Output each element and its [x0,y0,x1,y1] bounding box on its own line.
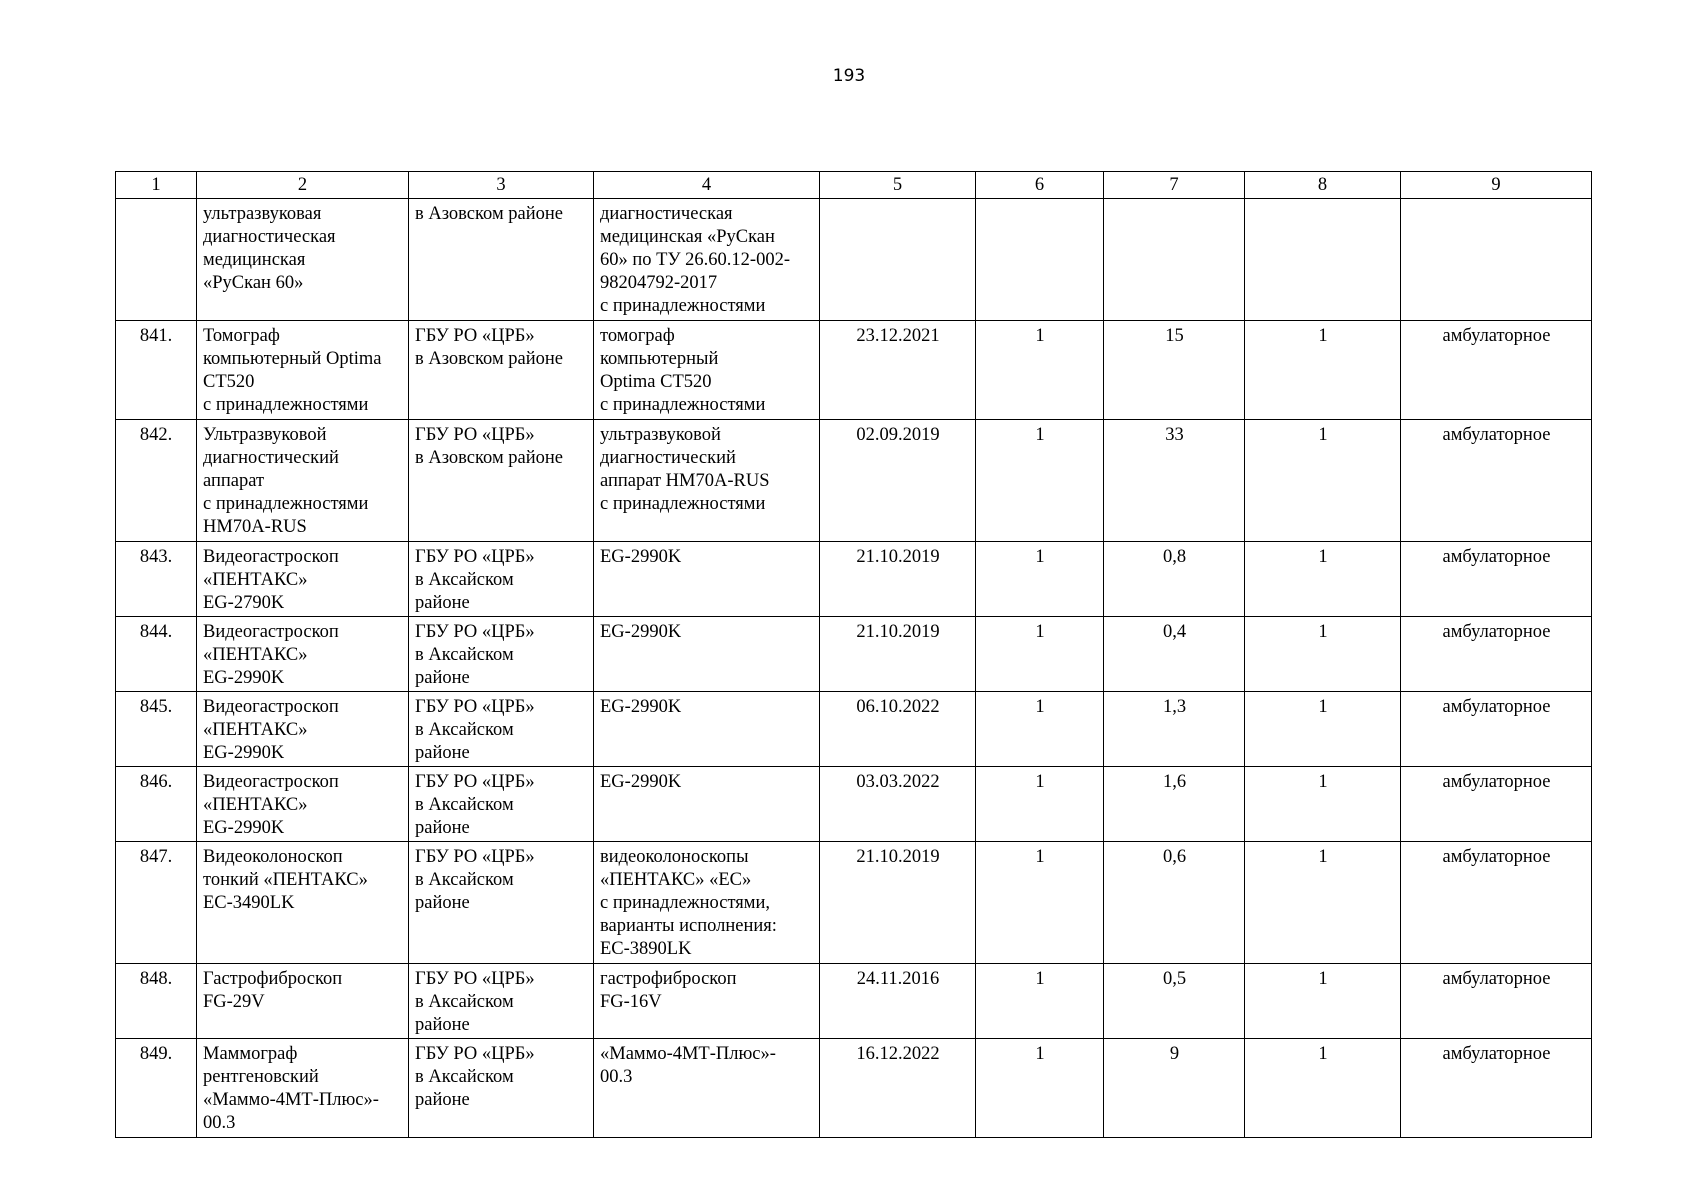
row-number-cell: 842. [116,420,197,542]
equipment-name-cell: Видеогастроскоп «ПЕНТАКС» EG-2990K [197,767,409,842]
column-7-cell: 0,4 [1104,617,1245,692]
model-cell: видеоколоноскопы «ПЕНТАКС» «EC» с принадлежностями, варианты исполнения: EC-3890LK [594,842,820,964]
model-cell: EG-2990K [594,692,820,767]
model-cell: «Маммо-4МТ-Плюс»- 00.3 [594,1039,820,1138]
equipment-name-cell: Видеоколоноскоп тонкий «ПЕНТАКС» EC-3490LK [197,842,409,964]
row-number-cell: 843. [116,542,197,617]
column-7-cell [1104,199,1245,321]
model-cell: EG-2990K [594,542,820,617]
column-7-cell: 15 [1104,321,1245,420]
table-row [116,321,1592,420]
column-8-cell: 1 [1245,617,1401,692]
table-row [116,842,1592,964]
equipment-name-cell: Видеогастроскоп «ПЕНТАКС» EG-2790K [197,542,409,617]
header-cell-7: 7 [1104,172,1245,199]
equipment-name-cell: Видеогастроскоп «ПЕНТАКС» EG-2990K [197,617,409,692]
date-cell: 23.12.2021 [820,321,976,420]
column-9-cell: амбулаторное [1401,842,1592,964]
table-row [116,542,1592,617]
date-cell: 03.03.2022 [820,767,976,842]
column-8-cell: 1 [1245,542,1401,617]
organization-cell: ГБУ РО «ЦРБ» в Аксайском районе [409,964,594,1039]
row-number-cell: 841. [116,321,197,420]
organization-cell: ГБУ РО «ЦРБ» в Аксайском районе [409,692,594,767]
table-row [116,692,1592,767]
column-9-cell: амбулаторное [1401,1039,1592,1138]
table-row [116,199,1592,321]
table-row [116,964,1592,1039]
organization-cell: ГБУ РО «ЦРБ» в Аксайском районе [409,617,594,692]
table-row [116,420,1592,542]
date-cell: 24.11.2016 [820,964,976,1039]
row-number-cell: 848. [116,964,197,1039]
date-cell: 21.10.2019 [820,842,976,964]
column-8-cell: 1 [1245,964,1401,1039]
organization-cell: ГБУ РО «ЦРБ» в Азовском районе [409,321,594,420]
column-9-cell: амбулаторное [1401,420,1592,542]
column-8-cell: 1 [1245,420,1401,542]
row-number-cell: 846. [116,767,197,842]
date-cell: 21.10.2019 [820,617,976,692]
header-cell-2: 2 [197,172,409,199]
column-9-cell: амбулаторное [1401,692,1592,767]
date-cell: 21.10.2019 [820,542,976,617]
column-6-cell [976,199,1104,321]
column-8-cell: 1 [1245,1039,1401,1138]
date-cell: 16.12.2022 [820,1039,976,1138]
date-cell [820,199,976,321]
equipment-name-cell: Видеогастроскоп «ПЕНТАКС» EG-2990K [197,692,409,767]
column-9-cell: амбулаторное [1401,542,1592,617]
column-6-cell: 1 [976,692,1104,767]
model-cell: гастрофиброскоп FG-16V [594,964,820,1039]
column-9-cell: амбулаторное [1401,767,1592,842]
column-7-cell: 33 [1104,420,1245,542]
column-6-cell: 1 [976,617,1104,692]
table-row [116,767,1592,842]
header-cell-3: 3 [409,172,594,199]
column-7-cell: 1,6 [1104,767,1245,842]
column-7-cell: 0,5 [1104,964,1245,1039]
row-number-cell: 845. [116,692,197,767]
column-6-cell: 1 [976,964,1104,1039]
column-6-cell: 1 [976,321,1104,420]
column-9-cell [1401,199,1592,321]
equipment-table [115,171,1592,1138]
organization-cell: ГБУ РО «ЦРБ» в Аксайском районе [409,842,594,964]
header-cell-9: 9 [1401,172,1592,199]
column-6-cell: 1 [976,420,1104,542]
page-number: 193 [832,66,866,86]
column-7-cell: 9 [1104,1039,1245,1138]
table-row [116,1039,1592,1138]
organization-cell: в Азовском районе [409,199,594,321]
header-cell-4: 4 [594,172,820,199]
equipment-name-cell: ультразвуковая диагностическая медицинская «РуСкан 60» [197,199,409,321]
column-7-cell: 1,3 [1104,692,1245,767]
organization-cell: ГБУ РО «ЦРБ» в Аксайском районе [409,767,594,842]
table-row [116,617,1592,692]
header-cell-6: 6 [976,172,1104,199]
row-number-cell: 849. [116,1039,197,1138]
equipment-name-cell: Томограф компьютерный Optima CT520 с принадлежностями [197,321,409,420]
organization-cell: ГБУ РО «ЦРБ» в Аксайском районе [409,542,594,617]
date-cell: 02.09.2019 [820,420,976,542]
row-number-cell: 844. [116,617,197,692]
column-8-cell: 1 [1245,692,1401,767]
header-cell-1: 1 [116,172,197,199]
column-8-cell: 1 [1245,842,1401,964]
column-9-cell: амбулаторное [1401,321,1592,420]
model-cell: диагностическая медицинская «РуСкан 60» по ТУ 26.60.12-002- 98204792-2017 с принадлежностями [594,199,820,321]
row-number-cell [116,199,197,321]
column-7-cell: 0,8 [1104,542,1245,617]
equipment-name-cell: Маммограф рентгеновский «Маммо-4МТ-Плюс»- 00.3 [197,1039,409,1138]
organization-cell: ГБУ РО «ЦРБ» в Азовском районе [409,420,594,542]
column-7-cell: 0,6 [1104,842,1245,964]
equipment-name-cell: Ультразвуковой диагностический аппарат с принадлежностями HM70A-RUS [197,420,409,542]
column-9-cell: амбулаторное [1401,964,1592,1039]
model-cell: ультразвуковой диагностический аппарат HM70A-RUS с принадлежностями [594,420,820,542]
equipment-name-cell: Гастрофиброскоп FG-29V [197,964,409,1039]
row-number-cell: 847. [116,842,197,964]
column-9-cell: амбулаторное [1401,617,1592,692]
date-cell: 06.10.2022 [820,692,976,767]
header-row [116,172,1592,199]
table-body [116,199,1592,1138]
column-6-cell: 1 [976,542,1104,617]
column-8-cell: 1 [1245,767,1401,842]
organization-cell: ГБУ РО «ЦРБ» в Аксайском районе [409,1039,594,1138]
column-8-cell: 1 [1245,321,1401,420]
column-8-cell [1245,199,1401,321]
column-6-cell: 1 [976,767,1104,842]
header-cell-5: 5 [820,172,976,199]
model-cell: EG-2990K [594,617,820,692]
header-cell-8: 8 [1245,172,1401,199]
column-6-cell: 1 [976,842,1104,964]
column-6-cell: 1 [976,1039,1104,1138]
model-cell: EG-2990K [594,767,820,842]
model-cell: томограф компьютерный Optima CT520 с принадлежностями [594,321,820,420]
